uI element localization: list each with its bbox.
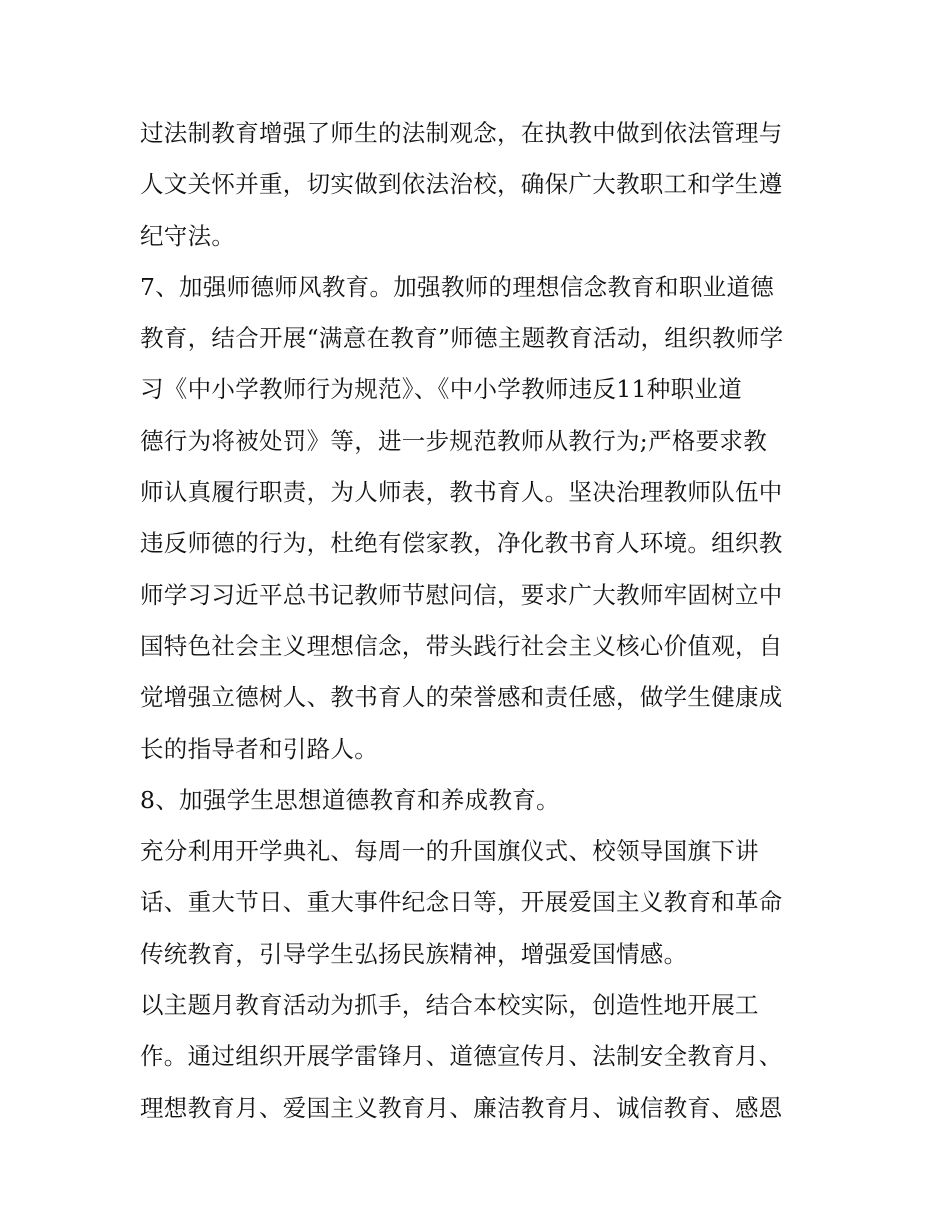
text-line: 传统教育，引导学生弘扬民族精神，增强爱国情感。 — [140, 939, 688, 968]
text-line: 以主题月教育活动为抓手，结合本校实际，创造性地开展工 — [140, 991, 759, 1020]
text-line: 觉增强立德树人、教书育人的荣誉感和责任感，做学生健康成 — [140, 683, 783, 712]
text-line: 纪守法。 — [140, 221, 236, 250]
text-line: 违反师德的行为，杜绝有偿家教，净化教书育人环境。组织教 — [140, 529, 783, 558]
text-line: 人文关怀并重，切实做到依法治校，确保广大教职工和学生遵 — [140, 170, 783, 199]
section-heading-8: 8、加强学生思想道德教育和养成教育。 — [140, 785, 560, 814]
text-line: 师学习习近平总书记教师节慰问信，要求广大教师牢固树立中 — [140, 580, 783, 609]
text-line: 理想教育月、爱国主义教育月、廉洁教育月、诚信教育、感恩 — [140, 1093, 783, 1122]
text-line: 话、重大节日、重大事件纪念日等，开展爱国主义教育和革命 — [140, 888, 783, 917]
section-heading-7: 7、加强师德师风教育。加强教师的理想信念教育和职业道德 — [140, 272, 775, 301]
text-line: 教育，结合开展“满意在教育”师德主题教育活动，组织教师学 — [140, 324, 784, 353]
text-line: 习《中小学教师行为规范》、《中小学教师违反11种职业道 — [140, 375, 743, 404]
text-line: 充分利用开学典礼、每周一的升国旗仪式、校领导国旗下讲 — [140, 837, 759, 866]
text-line: 国特色社会主义理想信念，带头践行社会主义核心价值观，自 — [140, 631, 783, 660]
document-body — [140, 108, 830, 1134]
text-line: 长的指导者和引路人。 — [140, 734, 378, 763]
text-line: 师认真履行职责，为人师表，教书育人。坚决治理教师队伍中 — [140, 478, 783, 507]
text-line: 作。通过组织开展学雷锋月、道德宣传月、法制安全教育月、 — [140, 1042, 783, 1071]
text-line: 过法制教育增强了师生的法制观念，在执教中做到依法管理与 — [140, 119, 783, 147]
text-line: 德行为将被处罚》等，进一步规范教师从教行为;严格要求教 — [140, 426, 768, 455]
